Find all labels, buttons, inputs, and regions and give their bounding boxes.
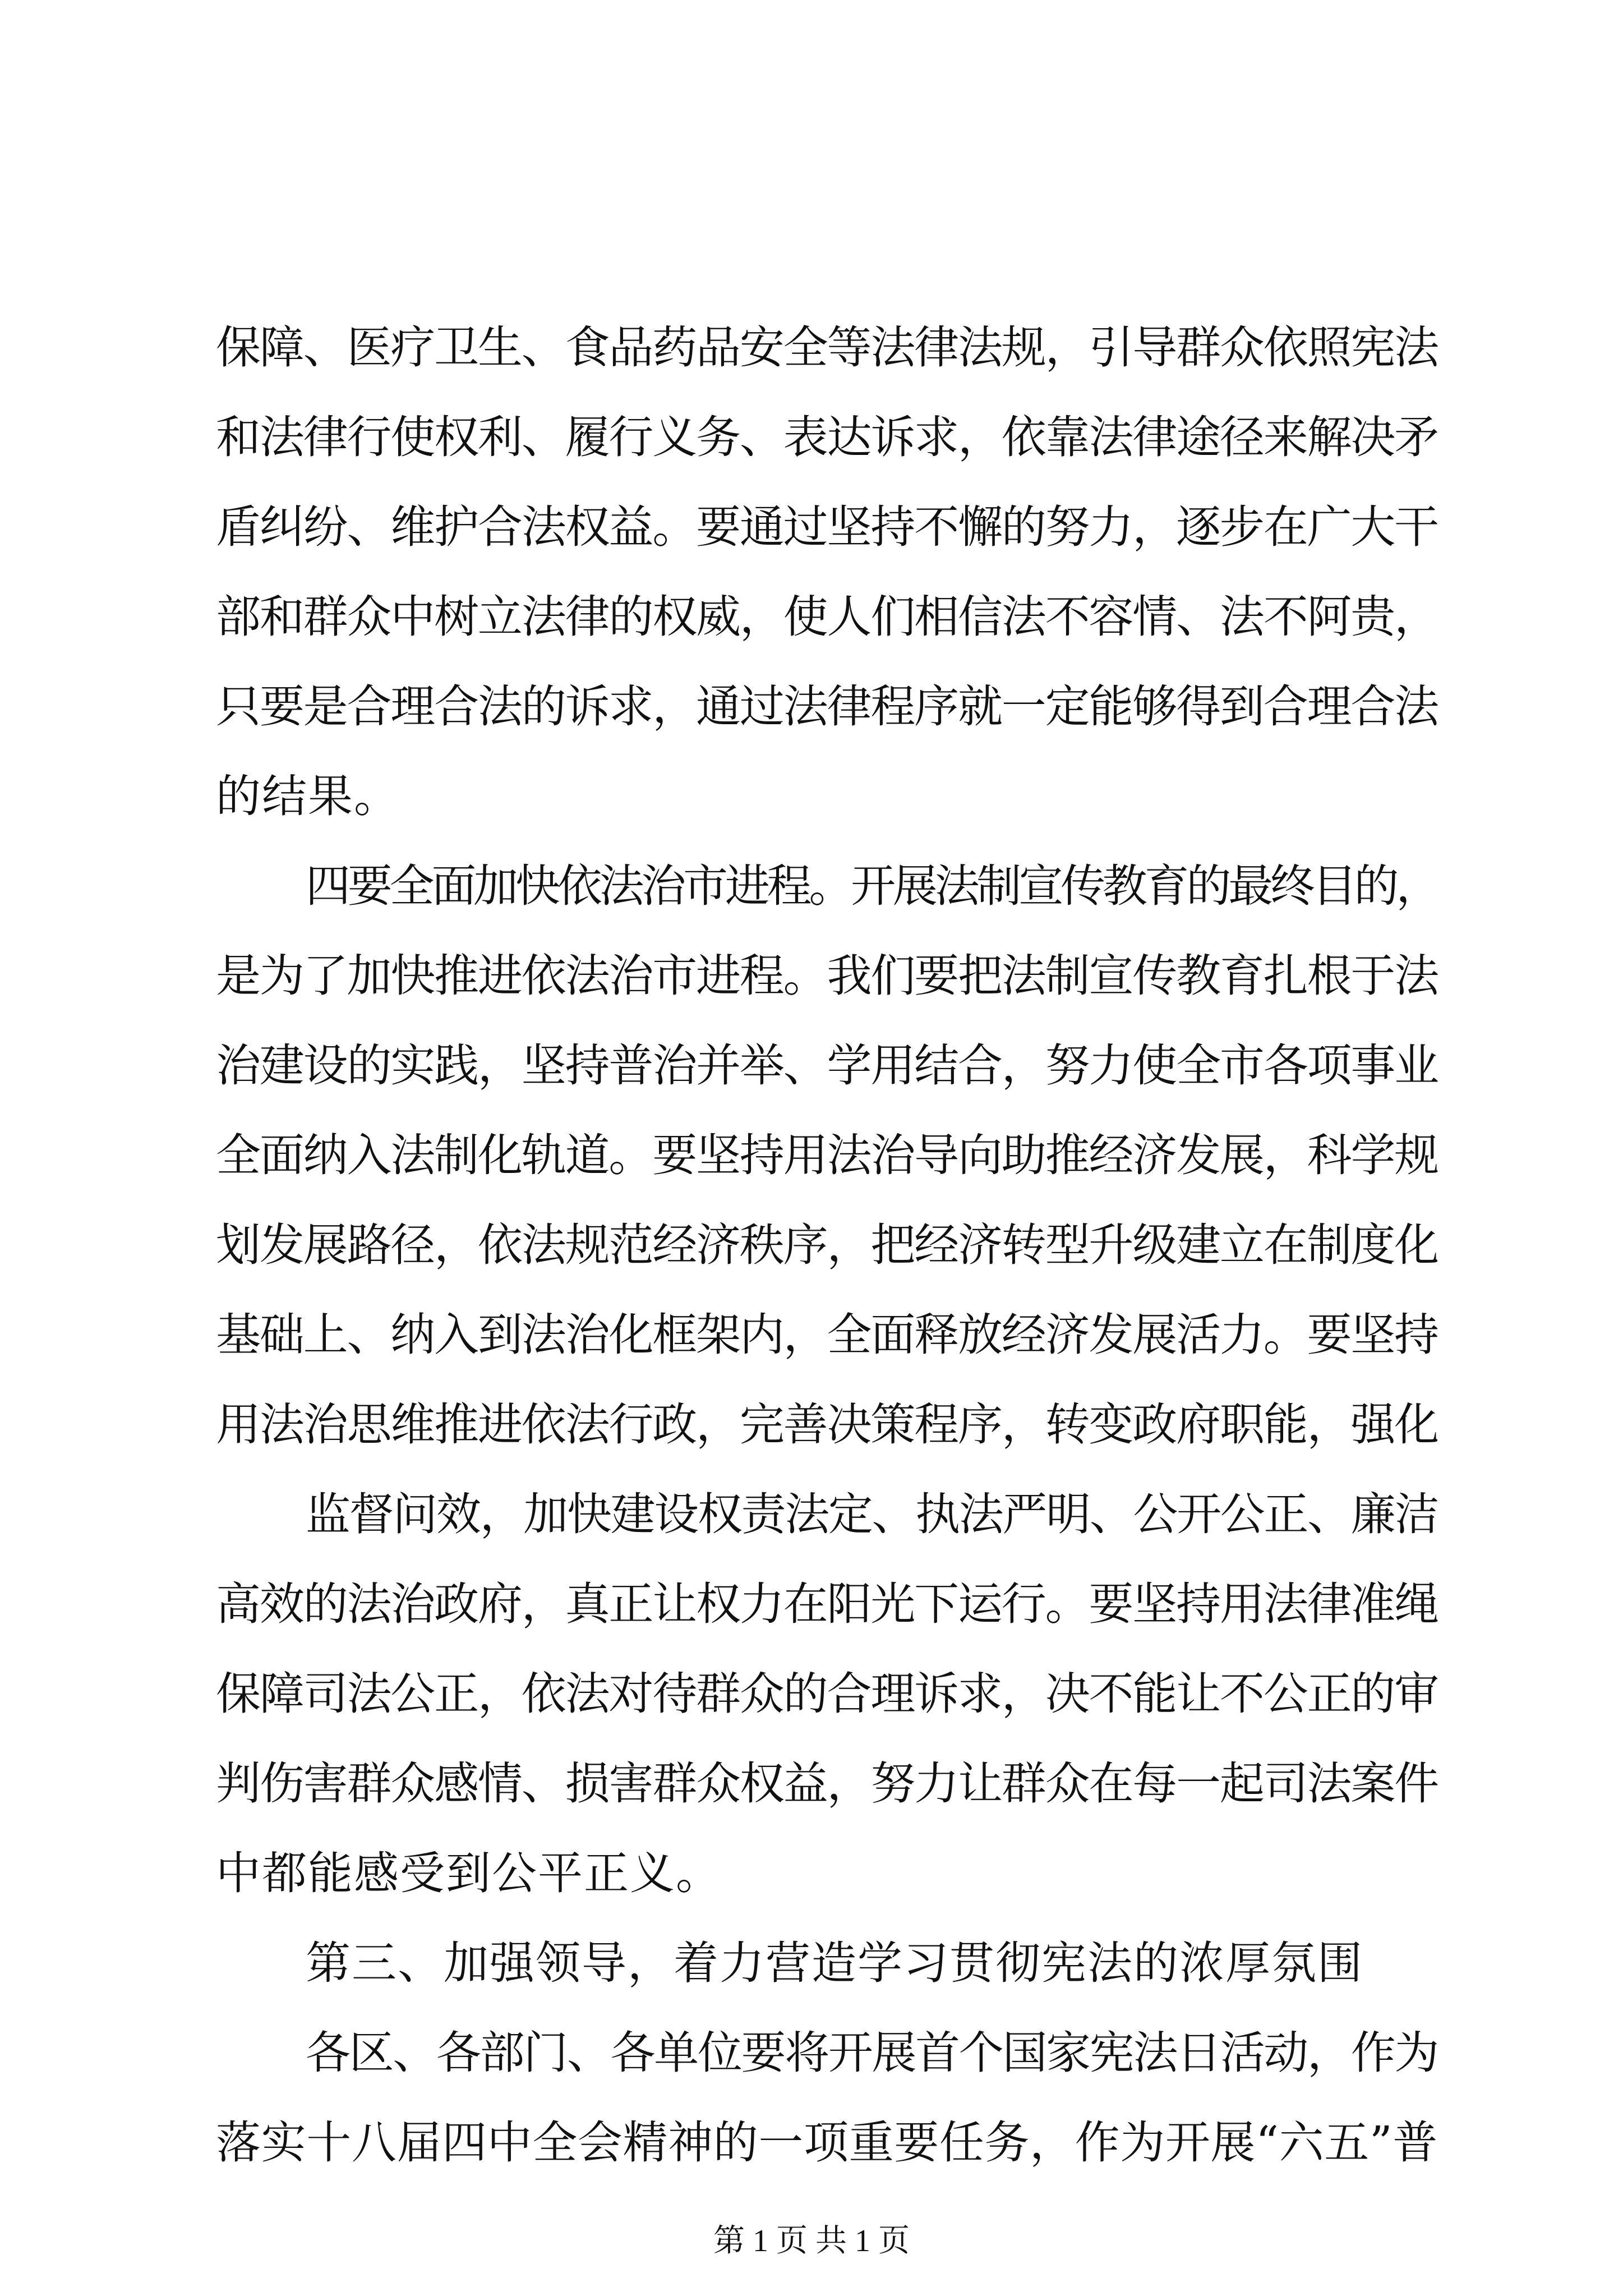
line-text: 基础上、纳入到法治化框架内，全面释放经济发展活力。要坚持 [216, 1309, 1438, 1361]
section-heading [0, 1916, 1623, 2011]
line-text: 划发展路径，依法规范经济秩序，把经济转型升级建立在制度化 [216, 1219, 1438, 1271]
line-text: 监督问效，加快建设权责法定、执法严明、公开公正、廉洁 [306, 1488, 1438, 1540]
line-text: 落实十八届四中全会精神的一项重要任务，作为开展“六五”普 [216, 2116, 1438, 2169]
text-line [0, 1287, 1623, 1383]
text-line [0, 1108, 1623, 1203]
line-text: 四要全面加快依法治市进程。开展法制宣传教育的最终目的， [306, 860, 1438, 912]
line-text: 部和群众中树立法律的权威，使人们相信法不容情、法不阿贵， [216, 591, 1438, 643]
text-line [0, 569, 1623, 665]
text-line [0, 1198, 1623, 1293]
line-text: 中都能感受到公平正义。 [216, 1847, 722, 1899]
text-line [0, 390, 1623, 485]
line-text: 各区、各部门、各单位要将开展首个国家宪法日活动，作为 [306, 2027, 1438, 2079]
text-line [0, 928, 1623, 1024]
line-text: 用法治思维推进依法行政，完善决策程序，转变政府职能，强化 [216, 1398, 1438, 1451]
line-text: 只要是合理合法的诉求，通过法律程序就一定能够得到合理合法 [216, 680, 1438, 733]
line-text: 保障、医疗卫生、食品药品安全等法律法规，引导群众依照宪法 [216, 321, 1438, 374]
text-line [0, 659, 1623, 754]
text-line [0, 2095, 1623, 2191]
page-footer: 第 1 页 共 1 页 [713, 2224, 910, 2258]
text-line [0, 1018, 1623, 1114]
text-line [0, 1557, 1623, 1652]
text-line [0, 1377, 1623, 1473]
text-line [0, 1646, 1623, 1742]
text-line [0, 2005, 1623, 2101]
text-line [0, 1736, 1623, 1832]
heading-text: 第三、加强领导，着力营造学习贯彻宪法的浓厚氛围 [306, 1937, 1363, 1989]
text-line [0, 480, 1623, 575]
line-text: 高效的法治政府，真正让权力在阳光下运行。要坚持用法律准绳 [216, 1578, 1438, 1630]
line-text: 的结果。 [216, 770, 400, 822]
line-text: 治建设的实践，坚持普治并举、学用结合，努力使全市各项事业 [216, 1039, 1438, 1092]
line-text: 和法律行使权利、履行义务、表达诉求，依靠法律途径来解决矛 [216, 411, 1438, 463]
text-line [0, 1467, 1623, 1562]
line-text: 是为了加快推进依法治市进程。我们要把法制宣传教育扎根于法 [216, 950, 1438, 1002]
line-text: 保障司法公正，依法对待群众的合理诉求，决不能让不公正的审 [216, 1668, 1438, 1720]
text-line [0, 1826, 1623, 1921]
text-line [0, 749, 1623, 844]
text-line [0, 839, 1623, 934]
text-line [0, 300, 1623, 395]
line-text: 盾纠纷、维护合法权益。要通过坚持不懈的努力，逐步在广大干 [216, 501, 1438, 553]
line-text: 判伤害群众感情、损害群众权益，努力让群众在每一起司法案件 [216, 1757, 1438, 1810]
line-text: 全面纳入法制化轨道。要坚持用法治导向助推经济发展，科学规 [216, 1129, 1438, 1181]
